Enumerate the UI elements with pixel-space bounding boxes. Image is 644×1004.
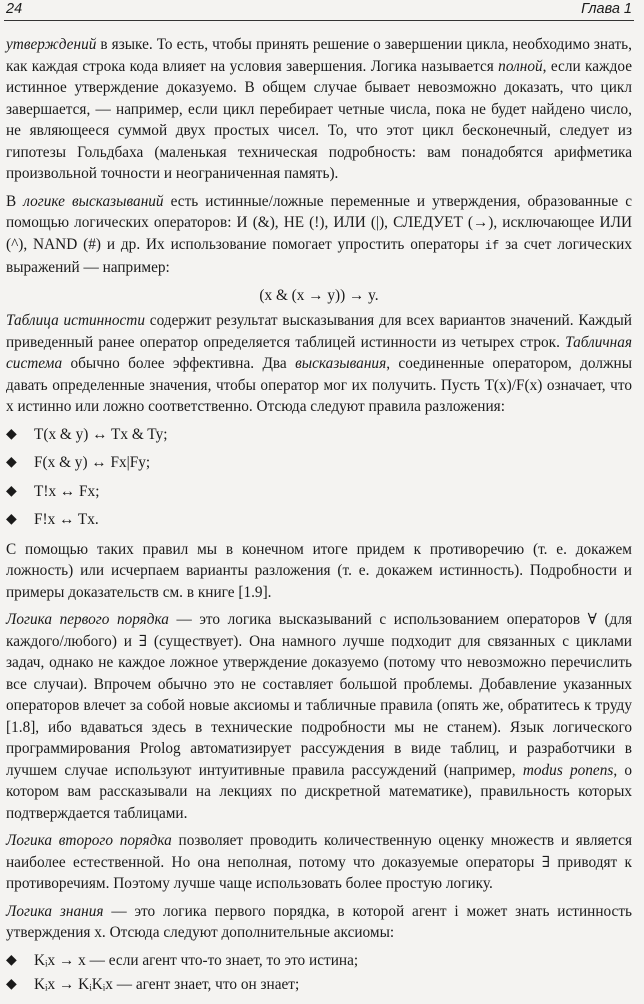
text: обычно более эффективна. Два	[62, 355, 296, 372]
axioms-list	[6, 950, 632, 996]
emphasis: высказывания	[295, 355, 387, 372]
text: , если каждое истинное утверждение доказуемо. В общем случае бывает невозможно доказать, что цикл завершается, — например, если цикл перебирает четные числа, пока не будет найдено число, не являющееся суммой двух простых чисел. То, что этот цикл бесконечный, следует из гипотезы Гольдбаха (маленькая техническая подробность: вам понадобятся арифметика произвольной точности и неограниченная память).	[6, 57, 632, 182]
chapter-title: Глава 1	[581, 1, 632, 17]
emphasis: modus ponens	[522, 761, 614, 779]
text: В	[6, 192, 24, 210]
diamond-bullet-icon: ◆	[6, 976, 17, 992]
rule-text: T!x ↔ Fx;	[34, 482, 100, 500]
paragraph	[6, 830, 632, 895]
paragraph	[6, 609, 632, 824]
list-item	[6, 509, 632, 531]
page-number: 24	[6, 1, 23, 17]
rule-text: F(x & y) ↔ Fx|Fy;	[34, 454, 151, 471]
text: позволяет проводить количественную оценку множеств и является наиболее естественной. Но она неполная, потому что доказуемые операторы ∃ приводят к противоречиям. Поэтому лучше чаще использовать более простую логику.	[6, 832, 632, 892]
list-item	[6, 974, 632, 996]
text: — это логика первого порядка, в которой агент i может знать истинность утверждения x. Отсюда следуют дополнительные аксиомы:	[6, 902, 632, 941]
code-keyword: if	[484, 238, 500, 253]
rule-text: F!x ↔ Tx.	[34, 511, 99, 528]
axiom-text: Kᵢx → x — если агент что-то знает, то это истина;	[34, 951, 359, 969]
list-item	[6, 424, 632, 446]
list-item	[6, 950, 632, 972]
diamond-bullet-icon: ◆	[6, 482, 17, 499]
text: за счет логических выражений — например:	[6, 235, 632, 276]
list-item	[6, 481, 632, 503]
text: — это логика высказываний с использованием операторов ∀ (для каждого/любого) и ∃ (существует). Она намного лучше подходит для связанных с циклами задач, однако не каждое ложное утверждение доказуемо (потому что невозможно перечислить все случаи). Впрочем обычно это не составляет большой проблемы. Добавление указанных операторов влечет за собой новые аксиомы и табличные правила (опять же, обратитесь к труду [1.8], ибо вдаваться здесь в технические подробности мы не станем). Язык логического программирования Prolog автоматизирует рассуждения в виде таблиц, и разработчики в лучшем случае используют интуитивные правила рассуждений (например,	[6, 611, 632, 779]
emphasis: Логика первого порядка	[6, 611, 169, 628]
paragraph	[6, 901, 632, 944]
paragraph	[6, 34, 632, 185]
page-body	[6, 34, 632, 1004]
rule-text: T(x & y) ↔ Tx & Ty;	[34, 425, 168, 443]
diamond-bullet-icon: ◆	[6, 425, 17, 442]
text: , о котором вам рассказывали на лекциях по дискретной математике), правильность которых подтверждается таблицами.	[6, 761, 633, 822]
emphasis: Логика знания	[6, 902, 104, 920]
page-header	[4, 0, 634, 21]
rules-list	[6, 424, 632, 531]
emphasis: логике высказываний	[23, 192, 164, 210]
list-item	[6, 452, 632, 474]
formula: (x & (x → y)) → y.	[259, 286, 379, 304]
paragraph	[6, 191, 632, 279]
text: есть истинные/ложные переменные и утверждения, образованные с помощью логических операторов: И (&), НЕ (!), ИЛИ (|), СЛЕДУЕТ (→), исключающее ИЛИ (^), NAND (#) и др. Их использование помогает упростить операторы	[6, 192, 633, 253]
text: , соединенные оператором, должны давать определенные значения, чтобы оператор мог их получить. Пусть T(x)/F(x) означает, что x истинно или ложно соответственно. Отсюда следуют правила разложения:	[6, 355, 632, 415]
paragraph	[6, 310, 632, 418]
text: содержит результат высказывания для всех вариантов значений. Каждый приведенный ранее оператор определяется таблицей истинности из четырех строк.	[6, 312, 632, 351]
emphasis: полной	[498, 57, 543, 75]
emphasis: Логика второго порядка	[6, 832, 172, 849]
paragraph: С помощью таких правил мы в конечном итоге придем к противоречию (т. е. докажем ложность) или исчерпаем варианты разложения (т. е. докажем истинность). Подробности и примеры доказательств см. в книге [1.9].	[6, 540, 632, 601]
emphasis: Табличная система	[6, 333, 632, 372]
diamond-bullet-icon: ◆	[6, 511, 17, 527]
axiom-text: Kᵢx → KᵢKᵢx — агент знает, что он знает;	[34, 976, 300, 993]
diamond-bullet-icon: ◆	[6, 454, 17, 470]
emphasis: Таблица истинности	[6, 312, 145, 329]
emphasis: утверждений	[6, 36, 97, 53]
text: в языке. То есть, чтобы принять решение о завершении цикла, необходимо знать, как каждая строка кода влияет на условия завершения. Логика называется	[6, 36, 632, 75]
diamond-bullet-icon: ◆	[6, 951, 17, 968]
